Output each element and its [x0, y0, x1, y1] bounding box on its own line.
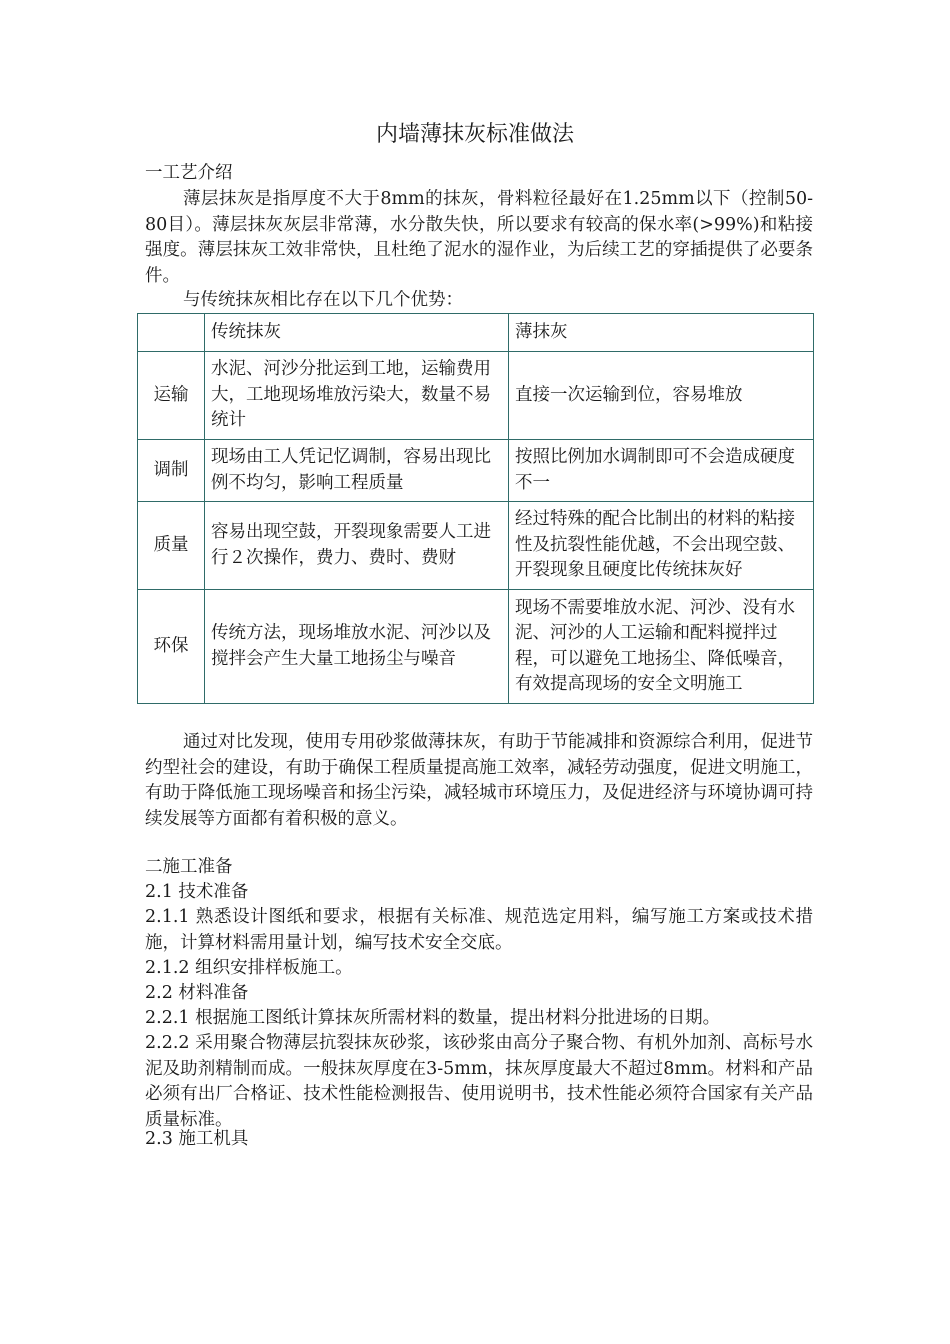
- item-2-2-1: 2.2.1 根据施工图纸计算抹灰所需材料的数量，提出材料分批进场的日期。: [145, 1008, 721, 1028]
- subsection-2-2: 2.2 材料准备: [145, 983, 249, 1003]
- row-label: 运输: [138, 352, 205, 440]
- row-label: 质量: [138, 502, 205, 590]
- conclusion-paragraph: 通过对比发现，使用专用砂浆做薄抹灰，有助于节能减排和资源综合利用，促进节约型社会的建设，有助于确保工程质量提高施工效率，减轻劳动强度，促进文明施工，有助于降低施工现场噪音和扬尘污染，减轻城市环境压力，及促进经济与环境协调可持续发展等方面都有着积极的意义。: [145, 732, 813, 829]
- table-row: [138, 590, 814, 704]
- table-header-traditional: 传统抹灰: [205, 314, 509, 352]
- cell-thin: 按照比例加水调制即可不会造成硬度不一: [509, 440, 814, 502]
- cell-traditional: 现场由工人凭记忆调制，容易出现比例不均匀，影响工程质量: [205, 440, 509, 502]
- cell-traditional: 传统方法，现场堆放水泥、河沙以及搅拌会产生大量工地扬尘与噪音: [205, 590, 509, 704]
- cell-thin: 经过特殊的配合比制出的材料的粘接性及抗裂性能优越，不会出现空鼓、开裂现象且硬度比传统抹灰好: [509, 502, 814, 590]
- row-label: 环保: [138, 590, 205, 704]
- item-2-1-2: 2.1.2 组织安排样板施工。: [145, 958, 353, 978]
- cell-traditional: 水泥、河沙分批运到工地，运输费用大，工地现场堆放污染大，数量不易统计: [205, 352, 509, 440]
- cell-thin: 现场不需要堆放水泥、河沙、没有水泥、河沙的人工运输和配料搅拌过程，可以避免工地扬尘、降低噪音，有效提高现场的安全文明施工: [509, 590, 814, 704]
- table-header-thin: 薄抹灰: [509, 314, 814, 352]
- subsection-2-3: 2.3 施工机具: [145, 1129, 249, 1149]
- item-2-1-1: 2.1.1 熟悉设计图纸和要求，根据有关标准、规范选定用料，编写施工方案或技术措施，计算材料需用量计划，编写技术安全交底。: [145, 907, 813, 953]
- intro-paragraph: 薄层抹灰是指厚度不大于8mm的抹灰，骨料粒径最好在1.25mm以下（控制50-80目）。薄层抹灰灰层非常薄，水分散失快，所以要求有较高的保水率(>99%)和粘接强度。薄层抹灰工效非常快，且杜绝了泥水的湿作业，为后续工艺的穿插提供了必要条件。: [145, 189, 813, 286]
- table-header-empty: [138, 314, 205, 352]
- item-2-2-2: 2.2.2 采用聚合物薄层抗裂抹灰砂浆，该砂浆由高分子聚合物、有机外加剂、高标号水泥及助剂精制而成。一般抹灰厚度在3-5mm，抹灰厚度最大不超过8mm。材料和产品必须有出厂合格证、技术性能检测报告、使用说明书，技术性能必须符合国家有关产品质量标准。: [145, 1033, 813, 1130]
- comparison-table: [137, 313, 814, 704]
- subsection-2-1: 2.1 技术准备: [145, 882, 249, 902]
- section1-heading: 一工艺介绍: [145, 163, 233, 183]
- table-row: [138, 502, 814, 590]
- document-title: 内墙薄抹灰标准做法: [375, 122, 574, 147]
- table-row: [138, 440, 814, 502]
- row-label: 调制: [138, 440, 205, 502]
- section2-heading: 二施工准备: [145, 857, 233, 877]
- advantage-intro: 与传统抹灰相比存在以下几个优势：: [183, 290, 463, 310]
- table-header-row: [138, 314, 814, 352]
- cell-thin: 直接一次运输到位，容易堆放: [509, 352, 814, 440]
- cell-traditional: 容易出现空鼓，开裂现象需要人工进行２次操作，费力、费时、费财: [205, 502, 509, 590]
- table-row: [138, 352, 814, 440]
